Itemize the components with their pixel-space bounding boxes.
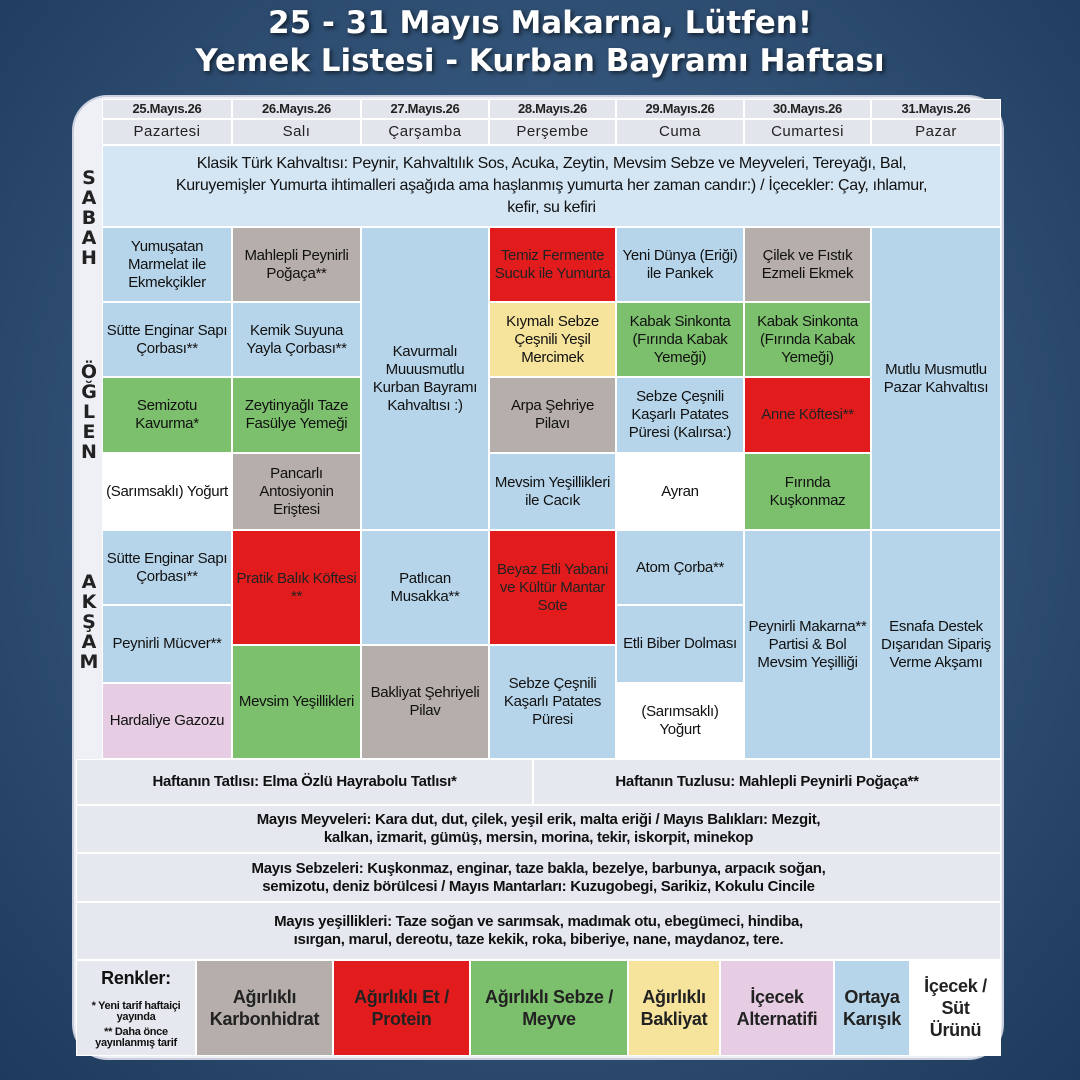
legend-vegetable-fruit: Ağırlıklı Sebze / Meyve — [470, 960, 628, 1056]
legend-mixed: Ortaya Karışık — [834, 960, 910, 1056]
may-vegetables-mushrooms: Mayıs Sebzeleri: Kuşkonmaz, enginar, taze bakla, bezelye, barbunya, arpacık soğan, semizotu, deniz börülcesi / Mayıs Mantarları: Kuzugobegi, Sarikiz, Kokulu Cincile — [76, 853, 1001, 902]
menu-item: Sütte Enginar Sapı Çorbası** — [102, 302, 232, 377]
menu-item: Mutlu Musmutlu Pazar Kahvaltısı — [871, 227, 1001, 530]
menu-item: Esnafa Destek Dışarıdan Sipariş Verme Akşamı — [871, 530, 1001, 759]
menu-item: Yeni Dünya (Eriği) ile Pankek — [616, 227, 744, 302]
menu-item: Temiz Fermente Sucuk ile Yumurta — [489, 227, 616, 302]
menu-item: Peynirli Makarna** Partisi & Bol Mevsim Yeşilliği — [744, 530, 871, 759]
menu-item: Yumuşatan Marmelat ile Ekmekçikler — [102, 227, 232, 302]
menu-item: (Sarımsaklı) Yoğurt — [102, 453, 232, 530]
day-name: Salı — [232, 119, 361, 145]
menu-item: Bakliyat Şehriyeli Pilav — [361, 645, 489, 759]
menu-item: Semizotu Kavurma* — [102, 377, 232, 453]
day-date: 28.Mayıs.26 — [489, 99, 616, 119]
menu-item: Mahlepli Peynirli Poğaça** — [232, 227, 361, 302]
day-date: 31.Mayıs.26 — [871, 99, 1001, 119]
may-greens: Mayıs yeşillikleri: Taze soğan ve sarımsak, madımak otu, ebegümeci, hindiba, ısırgan, marul, dereotu, taze kekik, roka, biberiye, nane, maydanoz, tere. — [76, 902, 1001, 960]
menu-item: Sebze Çeşnili Kaşarlı Patates Püresi (Kalırsa:) — [616, 377, 744, 453]
page-title — [0, 4, 1080, 80]
week-savory: Haftanın Tuzlusu: Mahlepli Peynirli Poğaça** — [533, 759, 1001, 805]
menu-item: Çilek ve Fıstık Ezmeli Ekmek — [744, 227, 871, 302]
menu-item: Anne Köftesi** — [744, 377, 871, 453]
menu-item: Hardaliye Gazozu — [102, 683, 232, 759]
day-name: Pazartesi — [102, 119, 232, 145]
menu-item: Etli Biber Dolması — [616, 605, 744, 683]
legend-carbohydrate: Ağırlıklı Karbonhidrat — [196, 960, 333, 1056]
legend-drink-alternative: İçecek Alternatifi — [720, 960, 834, 1056]
menu-item: Pancarlı Antosiyonin Eriştesi — [232, 453, 361, 530]
day-name: Perşembe — [489, 119, 616, 145]
legend-legume: Ağırlıklı Bakliyat — [628, 960, 720, 1056]
legend-protein: Ağırlıklı Et / Protein — [333, 960, 470, 1056]
day-date: 29.Mayıs.26 — [616, 99, 744, 119]
breakfast-description: Klasik Türk Kahvaltısı: Peynir, Kahvaltılık Sos, Acuka, Zeytin, Mevsim Sebze ve Meyveleri, Tereyağı, Bal, Kuruyemişler Yumurta ihtimalleri aşağıda ama haşlanmış yumurta her zaman candır:) / İçecekler: Çay, ıhlamur, kefir, su kefiri — [102, 145, 1001, 227]
menu-item: Patlıcan Musakka** — [361, 530, 489, 645]
day-date: 30.Mayıs.26 — [744, 99, 871, 119]
menu-item: Mevsim Yeşillikleri — [232, 645, 361, 759]
day-date: 26.Mayıs.26 — [232, 99, 361, 119]
menu-item: Kabak Sinkonta (Fırında Kabak Yemeği) — [616, 302, 744, 377]
week-sweet: Haftanın Tatlısı: Elma Özlü Hayrabolu Tatlısı* — [76, 759, 533, 805]
menu-item: Mevsim Yeşillikleri ile Cacık — [489, 453, 616, 530]
title-line-2: Yemek Listesi - Kurban Bayramı Haftası — [195, 43, 885, 79]
side-label-morning: S A B A H — [81, 167, 97, 269]
day-date: 25.Mayıs.26 — [102, 99, 232, 119]
menu-item: Kıymalı Sebze Çeşnili Yeşil Mercimek — [489, 302, 616, 377]
menu-item: Beyaz Etli Yabani ve Kültür Mantar Sote — [489, 530, 616, 645]
title-line-1: 25 - 31 Mayıs Makarna, Lütfen! — [268, 5, 812, 41]
menu-item: Arpa Şehriye Pilavı — [489, 377, 616, 453]
menu-item: Atom Çorba** — [616, 530, 744, 605]
side-label-evening: A K Ş A M — [79, 571, 99, 673]
menu-item: Kabak Sinkonta (Fırında Kabak Yemeği) — [744, 302, 871, 377]
legend-note-old: ** Daha önce yayınlanmış tarif — [95, 1026, 177, 1049]
day-name: Cumartesi — [744, 119, 871, 145]
day-name: Pazar — [871, 119, 1001, 145]
menu-item: (Sarımsaklı) Yoğurt — [616, 683, 744, 759]
menu-item: Peynirli Mücver** — [102, 605, 232, 683]
day-name: Çarşamba — [361, 119, 489, 145]
legend-drink-dairy: İçecek / Süt Ürünü — [910, 960, 1001, 1056]
day-name: Cuma — [616, 119, 744, 145]
menu-item: Sütte Enginar Sapı Çorbası** — [102, 530, 232, 605]
may-fruits-fish: Mayıs Meyveleri: Kara dut, dut, çilek, yeşil erik, malta eriği / Mayıs Balıkları: Mezgit, kalkan, izmarit, gümüş, mersin, morina, tekir, iskorpit, minekop — [76, 805, 1001, 853]
menu-item: Zeytinyağlı Taze Fasülye Yemeği — [232, 377, 361, 453]
legend-note-new: * Yeni tarif haftaiçi yayında — [91, 1000, 181, 1023]
menu-item: Fırında Kuşkonmaz — [744, 453, 871, 530]
menu-item: Pratik Balık Köftesi ** — [232, 530, 361, 645]
side-label-noon: Ö Ğ L E N — [80, 361, 98, 463]
menu-item: Ayran — [616, 453, 744, 530]
legend-title: Renkler: — [101, 968, 171, 988]
legend-box — [76, 960, 196, 1056]
day-date: 27.Mayıs.26 — [361, 99, 489, 119]
menu-item: Sebze Çeşnili Kaşarlı Patates Püresi — [489, 645, 616, 759]
menu-item: Kemik Suyuna Yayla Çorbası** — [232, 302, 361, 377]
menu-item: Kavurmalı Muuusmutlu Kurban Bayramı Kahvaltısı :) — [361, 227, 489, 530]
